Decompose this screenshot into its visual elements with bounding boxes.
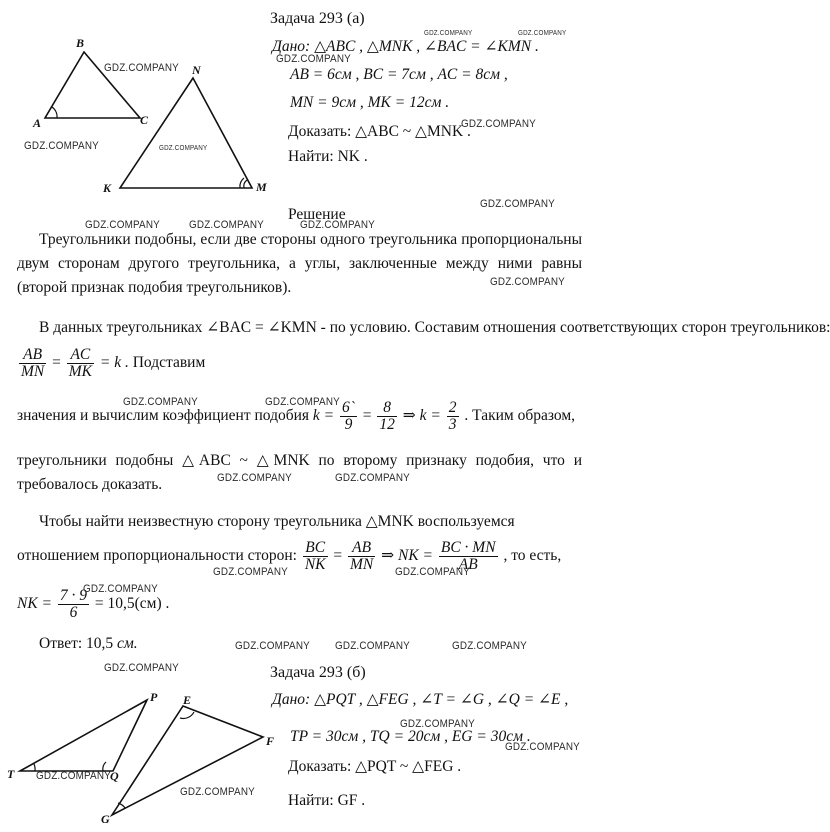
watermark: GDZ.COMPANY (123, 396, 198, 408)
watermark: GDZ.COMPANY (180, 786, 255, 798)
watermark: GDZ.COMPANY (452, 640, 527, 652)
nk-result-line: NK = $\frac{7 \cdot 9}{6}$ = 10,5(см) . (17, 587, 170, 621)
watermark: GDZ.COMPANY (335, 472, 410, 484)
solution-paragraph-5: Чтобы найти неизвестную сторону треугольника △MNK воспользуемся (39, 513, 515, 530)
fraction-2-3: $\frac{2}{3}$ (448, 399, 457, 433)
watermark: GDZ.COMPANY (159, 145, 208, 152)
problem-b-title: Задача 293 (б) (270, 664, 366, 681)
watermark: GDZ.COMPANY (461, 118, 536, 130)
watermark: GDZ.COMPANY (36, 770, 111, 782)
watermark: GDZ.COMPANY (518, 30, 567, 37)
vertex-label-n: N (192, 63, 201, 77)
watermark: GDZ.COMPANY (213, 566, 288, 578)
coefficient-line: значения и вычислим коэффициент подобия k = $\frac{6`}{9}$ = $\frac{8}{12}$ ⇒ k = $\frac{2}{3}$ . Таким образом, (17, 399, 576, 433)
watermark: GDZ.COMPANY (480, 198, 555, 210)
given-b-line2: TP = 30см , TQ = 20см , EG = 30см . (290, 728, 531, 745)
problem-a-title: Задача 293 (а) (270, 10, 365, 27)
watermark: GDZ.COMPANY (335, 640, 410, 652)
watermark: GDZ.COMPANY (265, 396, 340, 408)
watermark: GDZ.COMPANY (85, 219, 160, 231)
watermark: GDZ.COMPANY (395, 566, 470, 578)
vertex-label-q: Q (110, 769, 119, 783)
fraction-ab-mn-2: $\frac{AB}{MN}$ (350, 539, 374, 573)
given-a-line3: MN = 9см , MK = 12см . (290, 94, 450, 111)
watermark: GDZ.COMPANY (490, 276, 565, 288)
watermark: GDZ.COMPANY (83, 583, 158, 595)
vertex-label-g: G (101, 812, 110, 826)
find-a: Найти: NK . (288, 148, 368, 165)
given-a-line2: AB = 6см , BC = 7см , AC = 8см , (290, 66, 508, 83)
watermark: GDZ.COMPANY (217, 472, 292, 484)
vertex-label-m: M (256, 180, 267, 194)
watermark: GDZ.COMPANY (104, 662, 179, 674)
vertex-label-t: T (7, 767, 15, 781)
fraction-8-12: $\frac{8}{12}$ (379, 399, 395, 433)
vertex-label-e: E (183, 693, 192, 707)
watermark: GDZ.COMPANY (24, 140, 99, 152)
fraction-6-9: $\frac{6`}{9}$ (342, 399, 355, 433)
fraction-7-9-6: $\frac{7 \cdot 9}{6}$ (59, 587, 88, 621)
solution-paragraph-4: треугольники подобны △ABC ~ △MNK по второму признаку подобия, что и требовалось доказать. (17, 452, 582, 493)
fraction-ab-mn: $\frac{AB}{MN}$ (21, 346, 45, 380)
answer-a: Ответ: 10,5 см. (39, 635, 138, 652)
given-b-line1: Дано: △PQT , △FEG , ∠T = ∠G , ∠Q = ∠E , (272, 691, 569, 708)
watermark: GDZ.COMPANY (400, 718, 475, 730)
solution-paragraph-1: Треугольники подобны, если две стороны одного треугольника пропорциональны двум сторонам другого треугольника, а углы, заключенные между ними равны (второй признак подобия треугольников). (17, 231, 582, 296)
fraction-bc-mn-ab: $\frac{BC \cdot MN}{AB}$ (440, 539, 496, 573)
prove-b: Доказать: △PQT ~ △FEG . (288, 758, 462, 775)
prove-a: Доказать: △ABC ~ △MNK . (288, 123, 471, 140)
watermark: GDZ.COMPANY (424, 30, 473, 37)
vertex-label-k: K (103, 181, 112, 195)
watermark: GDZ.COMPANY (235, 640, 310, 652)
vertex-label-a: A (33, 116, 42, 130)
vertex-label-f: F (266, 734, 275, 748)
watermark: GDZ.COMPANY (300, 219, 375, 231)
vertex-label-c: C (140, 113, 149, 127)
substitute-text: Подставим (132, 354, 206, 372)
solution-paragraph-2-start: В данных треугольниках ∠BAC = ∠KMN - по условию. Составим отношения соответствующих сторон треугольников: (39, 319, 830, 336)
given-a-line1: Дано: △ABC , △MNK , ∠BAC = ∠KMN . (272, 38, 539, 55)
solution-heading: Решение (288, 206, 346, 223)
vertex-label-b: B (76, 36, 85, 50)
triangle-pqt (20, 700, 147, 771)
triangle-feg (112, 706, 263, 815)
watermark: GDZ.COMPANY (104, 62, 179, 74)
watermark: GDZ.COMPANY (276, 53, 351, 65)
angle-arc-e (180, 712, 194, 718)
watermark: GDZ.COMPANY (189, 219, 264, 231)
fraction-ac-mk: $\frac{AC}{MK}$ (68, 346, 92, 380)
angle-arc-t (34, 764, 35, 771)
fraction-bc-nk: $\frac{BC}{NK}$ (304, 539, 326, 573)
watermark: GDZ.COMPANY (505, 741, 580, 753)
vertex-label-p: P (150, 690, 158, 704)
proportion-line: отношением пропорциональности сторон: $\frac{BC}{NK}$ = $\frac{AB}{MN}$ ⇒ NK = $\frac{BC \cdot MN}{AB}$ , то есть, (17, 539, 562, 573)
ratio-line: $\frac{AB}{MN}$ = $\frac{AC}{MK}$ = k . Подставим (21, 346, 206, 380)
figure-b (0, 0, 280, 832)
find-b: Найти: GF . (288, 792, 366, 809)
